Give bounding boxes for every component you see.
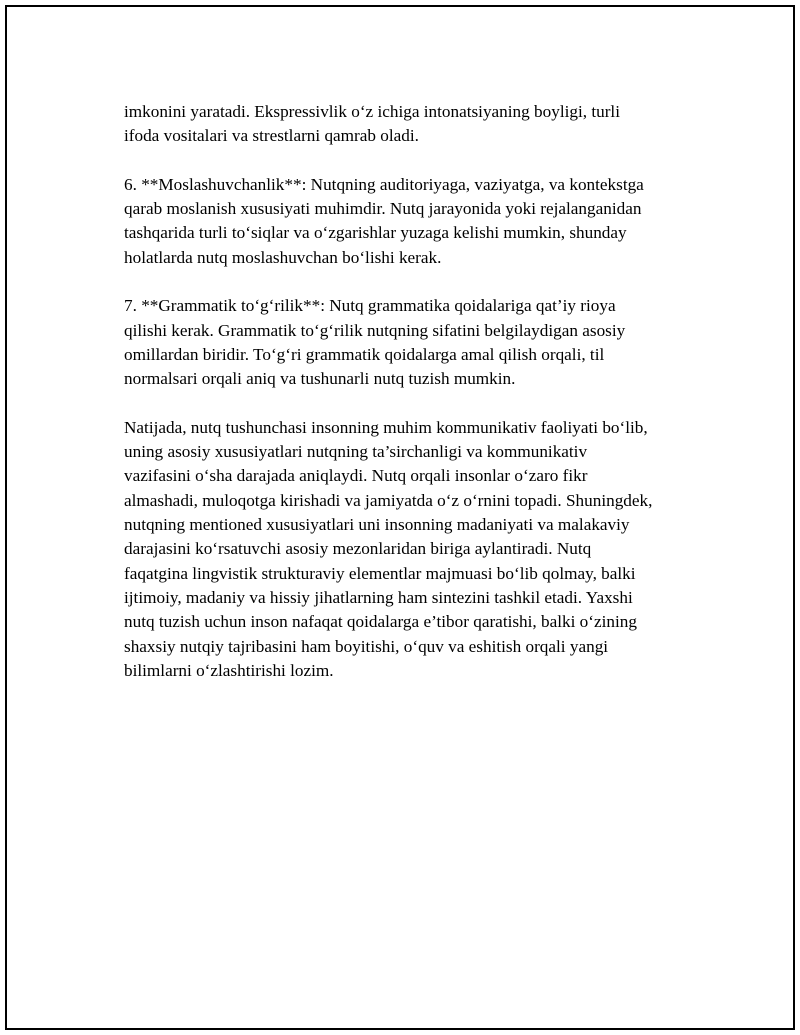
text-line: tashqarida turli to‘siqlar va o‘zgarishlar yuzaga kelishi mumkin, shunday [124, 223, 627, 243]
text-line: faqatgina lingvistik strukturaviy elementlar majmuasi bo‘lib qolmay, balki [124, 563, 636, 583]
paragraph-grammatical-correctness [124, 294, 704, 391]
text-line: vazifasini o‘sha darajada aniqlaydi. Nutq orqali insonlar o‘zaro fikr [124, 466, 588, 486]
text-line: omillardan biridir. To‘g‘ri grammatik qoidalarga amal qilish orqali, til [124, 344, 605, 364]
text-line: nutqning mentioned xususiyatlari uni insonning madaniyati va malakaviy [124, 515, 630, 535]
text-line: nutq tuzish uchun inson nafaqat qoidalarga e’tibor qaratishi, balki o‘zining [124, 612, 637, 632]
paragraph-flexibility [124, 173, 704, 270]
text-line: imkonini yaratadi. Ekspressivlik o‘z ichiga intonatsiyaning boyligi, turli [124, 102, 620, 121]
document-page [5, 5, 795, 1030]
text-line: normalsari orqali aniq va tushunarli nutq tuzish mumkin. [124, 369, 516, 389]
text-line: qarab moslanish xususiyati muhimdir. Nutq jarayonida yoki rejalanganidan [124, 199, 642, 219]
text-line: bilimlarni o‘zlashtirishi lozim. [124, 660, 334, 680]
text-line: almashadi, muloqotga kirishadi va jamiyatda o‘z o‘rnini topadi. Shuningdek, [124, 490, 653, 510]
text-line: qilishi kerak. Grammatik to‘g‘rilik nutqning sifatini belgilaydigan asosiy [124, 320, 626, 340]
text-line: 6. **Moslashuvchanlik**: Nutqning auditoriyaga, vaziyatga, va kontekstga [124, 174, 644, 194]
text-line: Natijada, nutq tushunchasi insonning muhim kommunikativ faoliyati bo‘lib, [124, 417, 648, 437]
document-body [124, 100, 704, 707]
text-line: darajasini ko‘rsatuvchi asosiy mezonlaridan biriga aylantiradi. Nutq [124, 539, 592, 559]
text-line: holatlarda nutq moslashuvchan bo‘lishi kerak. [124, 247, 442, 267]
paragraph-expressiveness-continuation [124, 100, 704, 149]
text-line: 7. **Grammatik to‘g‘rilik**: Nutq grammatika qoidalariga qat’iy rioya [124, 296, 616, 316]
text-line: shaxsiy nutqiy tajribasini ham boyitishi, o‘quv va eshitish orqali yangi [124, 636, 609, 656]
text-line: ifoda vositalari va strestlarni qamrab oladi. [124, 126, 419, 146]
text-line: uning asosiy xususiyatlari nutqning ta’sirchanligi va kommunikativ [124, 442, 588, 462]
text-line: ijtimoiy, madaniy va hissiy jihatlarning ham sintezini tashkil etadi. Yaxshi [124, 587, 633, 607]
paragraph-conclusion [124, 416, 704, 683]
